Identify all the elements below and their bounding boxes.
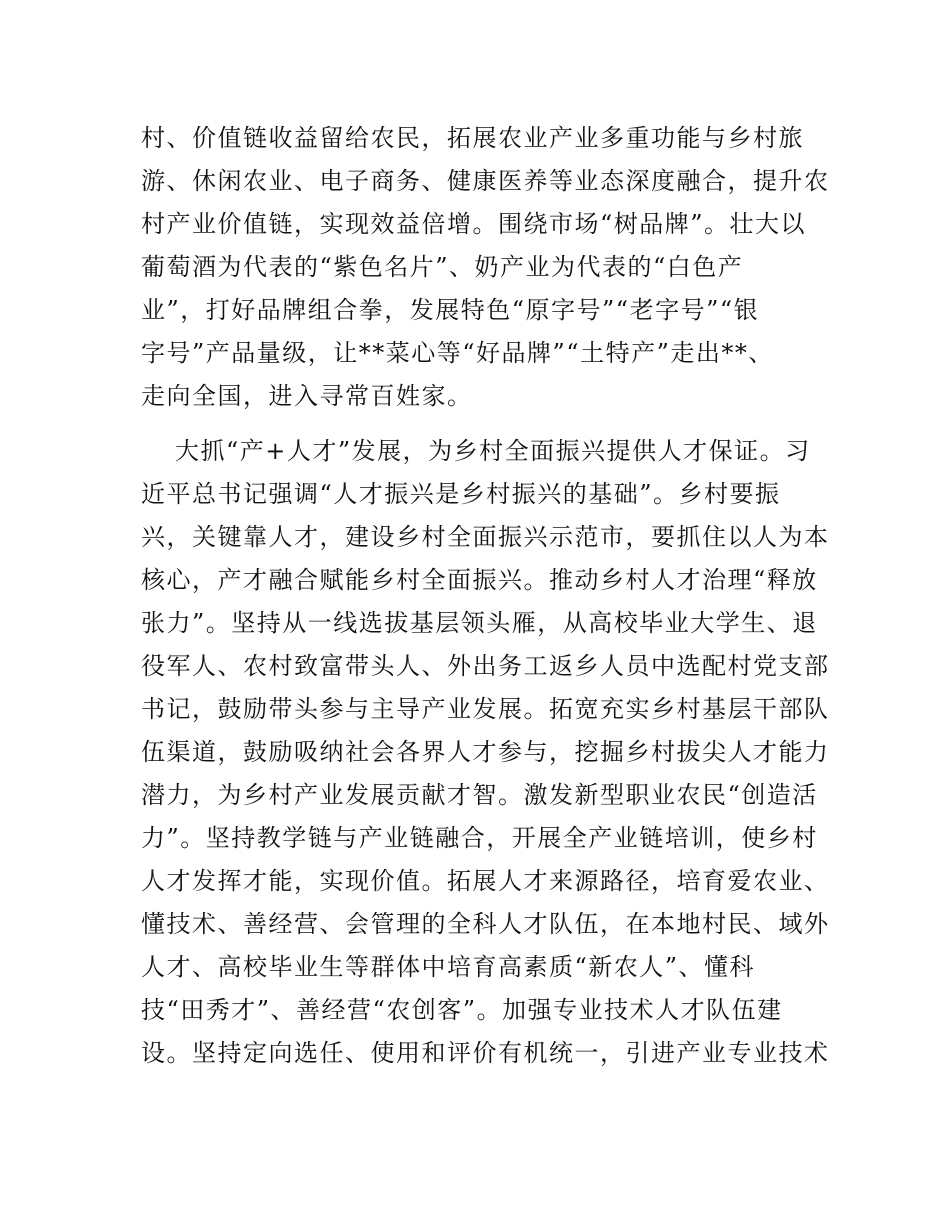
text-line: 人才、高校毕业生等群体中培育高素质“新农人”、懂科 bbox=[141, 953, 756, 981]
text-line: 走向全国，进入寻常百姓家。 bbox=[141, 382, 473, 410]
text-line: 葡萄酒为代表的“紫色名片”、奶产业为代表的“白色产 bbox=[141, 253, 744, 281]
text-line: 张力”。坚持从一线选拔基层领头雁，从高校毕业大学生、退 bbox=[141, 609, 818, 637]
text-line: 村、价值链收益留给农民，拓展农业产业多重功能与乡村旅 bbox=[141, 124, 804, 152]
text-line: 核心，产才融合赋能乡村全面振兴。推动乡村人才治理“释放 bbox=[141, 566, 818, 594]
text-line: 近平总书记强调“人才振兴是乡村振兴的基础”。乡村要振 bbox=[141, 480, 781, 508]
text-line: 村产业价值链，实现效益倍增。围绕市场“树品牌”。壮大以 bbox=[141, 210, 807, 238]
paragraph-1 bbox=[141, 117, 830, 418]
text-line: 力”。坚持教学链与产业链融合，开展全产业链培训，使乡村 bbox=[141, 824, 818, 852]
text-line: 技“田秀才”、善经营“农创客”。加强专业技术人才队伍建 bbox=[141, 996, 783, 1024]
text-line: 人才发挥才能，实现价值。拓展人才来源路径，培育爱农业、 bbox=[141, 867, 830, 895]
text-line: 字号”产品量级，让**菜心等“好品牌”“土特产”走出**、 bbox=[141, 339, 774, 367]
text-line: 伍渠道，鼓励吸纳社会各界人才参与，挖掘乡村拔尖人才能力 bbox=[141, 738, 830, 766]
text-line: 役军人、农村致富带头人、外出务工返乡人员中选配村党支部 bbox=[141, 652, 830, 680]
text-line: 游、休闲农业、电子商务、健康医养等业态深度融合，提升农 bbox=[141, 167, 830, 195]
text-line: 书记，鼓励带头参与主导产业发展。拓宽充实乡村基层干部队 bbox=[141, 695, 830, 723]
text-line: 兴，关键靠人才，建设乡村全面振兴示范市，要抓住以人为本 bbox=[141, 523, 830, 551]
text-line: 业”，打好品牌组合拳，发展特色“原字号”“老字号”“银 bbox=[141, 296, 760, 324]
text-line: 潜力，为乡村产业发展贡献才智。激发新型职业农民“创造活 bbox=[141, 781, 818, 809]
text-line: 懂技术、善经营、会管理的全科人才队伍，在本地村民、域外 bbox=[141, 910, 830, 938]
paragraph-2 bbox=[141, 430, 830, 1075]
text-line: 大抓“产+人才”发展，为乡村全面振兴提供人才保证。习 bbox=[175, 437, 811, 465]
text-line: 设。坚持定向选任、使用和评价有机统一，引进产业专业技术 bbox=[141, 1039, 830, 1067]
